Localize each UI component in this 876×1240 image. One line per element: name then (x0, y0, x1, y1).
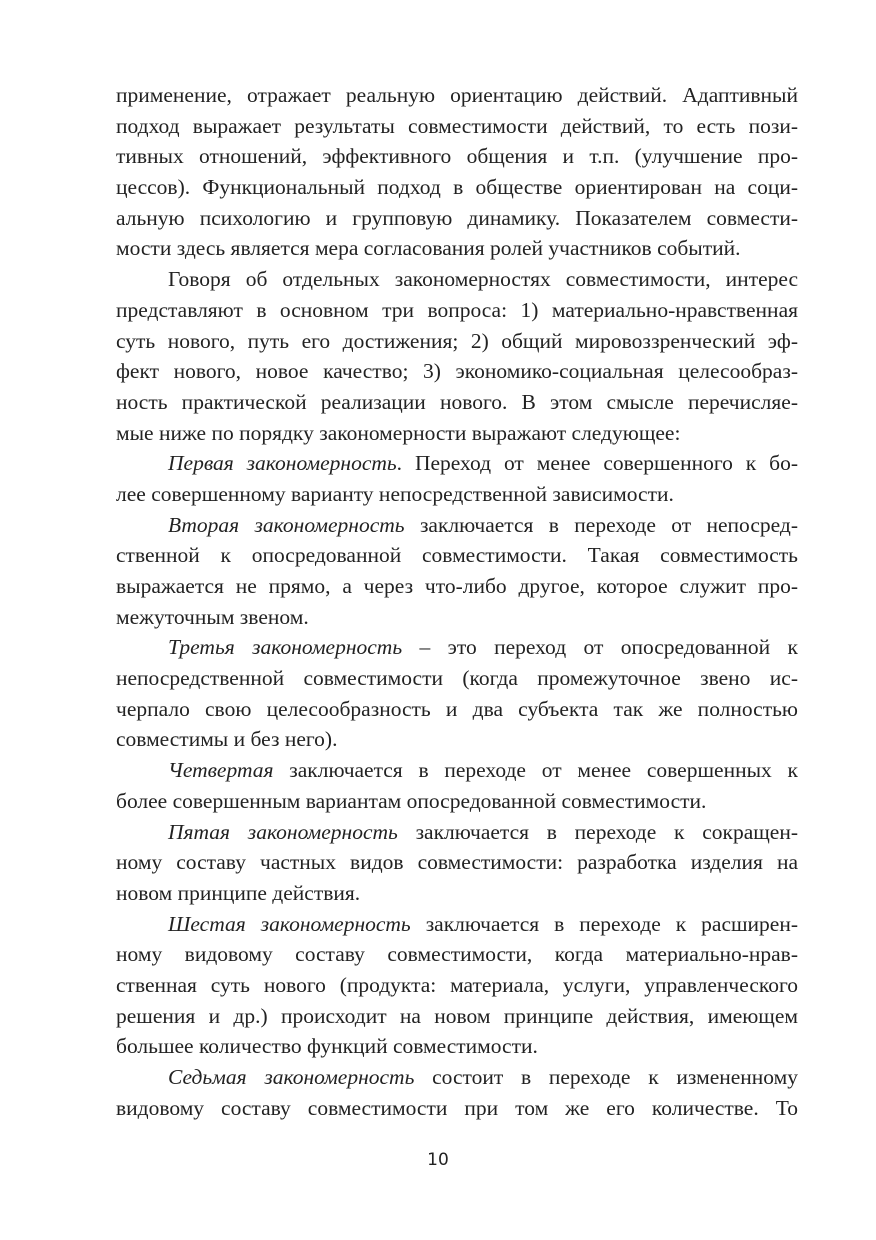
text-line: более совершенным вариантам опосредованной совместимости. (116, 788, 707, 813)
text-line: непосредственной совместимости (когда промежуточное звено ис- (116, 666, 798, 691)
text-line: большее количество функций совместимости. (116, 1034, 538, 1059)
law-title: Третья закономерность (168, 635, 403, 660)
text-line: видовому составу совместимости при том же его количестве. То (116, 1095, 798, 1120)
text-fragment: заключается в переходе от менее совершенных к (273, 758, 798, 783)
law-title: Четвертая (168, 758, 274, 783)
text-line (116, 1062, 798, 1093)
text-line: совместимы и без него). (116, 727, 338, 752)
text-line: мости здесь является мера согласования ролей участников событий. (116, 236, 741, 261)
page-number: 10 (427, 1150, 449, 1170)
paragraph-continuation (116, 80, 798, 264)
text-line (116, 755, 798, 786)
paragraph-law-3 (116, 632, 798, 755)
text-line: выражается не прямо, а через что-либо другое, которое служит про- (116, 574, 798, 598)
text-line: подход выражает результаты совместимости действий, то есть пози- (116, 113, 798, 138)
law-title: Шестая закономерность (168, 911, 411, 936)
text-fragment: – это переход от опосредованной к (402, 635, 799, 660)
text-line: Говоря об отдельных закономерностях совместимости, интерес (168, 267, 798, 292)
text-line: ность практической реализации нового. В этом смысле перечисляе- (116, 389, 798, 414)
text-line: межуточным звеном. (116, 604, 309, 629)
paragraph-law-6 (116, 909, 798, 1062)
paragraph-law-5 (116, 817, 798, 909)
text-line: новом принципе действия. (116, 880, 361, 905)
law-title: Пятая закономерность (168, 819, 398, 844)
text-line (116, 448, 798, 479)
law-title: Вторая закономерность (168, 512, 405, 537)
law-title: Первая закономерность (168, 451, 397, 476)
text-line: представляют в основном три вопроса: 1) материально-нравственная (116, 297, 798, 322)
text-fragment: состоит в переходе к измененному (414, 1065, 798, 1089)
text-line: фект нового, новое качество; 3) экономико-социальная целесообраз- (116, 359, 798, 384)
paragraph-intro (116, 264, 798, 448)
text-fragment: . Переход от менее совершенного к бо- (396, 451, 798, 476)
text-line: применение, отражает реальную ориентацию действий. Адаптивный (116, 83, 798, 107)
text-line: черпало свою целесообразность и два субъекта так же полностью (116, 696, 798, 721)
text-line: тивных отношений, эффективного общения и т.п. (улучшение про- (116, 144, 798, 169)
page-body (116, 80, 798, 1123)
text-line: решения и др.) происходит на новом принципе действия, имеющем (116, 1003, 798, 1028)
text-line (116, 510, 798, 541)
text-fragment: заключается в переходе к расширен- (410, 911, 799, 936)
text-line (116, 909, 798, 940)
law-title: Седьмая закономерность (168, 1065, 415, 1089)
text-line: мые ниже по порядку закономерности выражают следующее: (116, 420, 681, 445)
paragraph-law-4 (116, 755, 798, 816)
paragraph-law-1 (116, 448, 798, 509)
paragraph-law-7 (116, 1062, 798, 1123)
text-line (116, 632, 798, 663)
text-line: ному составу частных видов совместимости: разработка изделия на (116, 850, 798, 875)
text-line (116, 817, 798, 848)
text-line: цессов). Функциональный подход в обществе ориентирован на соци- (116, 175, 798, 200)
text-line: ственная суть нового (продукта: материала, услуги, управленческого (116, 972, 798, 997)
paragraph-law-2 (116, 510, 798, 633)
text-line: суть нового, путь его достижения; 2) общий мировоззренческий эф- (116, 328, 798, 353)
text-fragment: заключается в переходе к сокращен- (397, 819, 798, 844)
text-line: ственной к опосредованной совместимости. Такая совместимость (116, 543, 798, 568)
text-fragment: заключается в переходе от непосред- (404, 512, 798, 537)
text-line: альную психологию и групповую динамику. Показателем совмести- (116, 205, 798, 230)
text-line: лее совершенному варианту непосредственной зависимости. (116, 481, 674, 506)
text-line: ному видовому составу совместимости, когда материально-нрав- (116, 942, 798, 967)
